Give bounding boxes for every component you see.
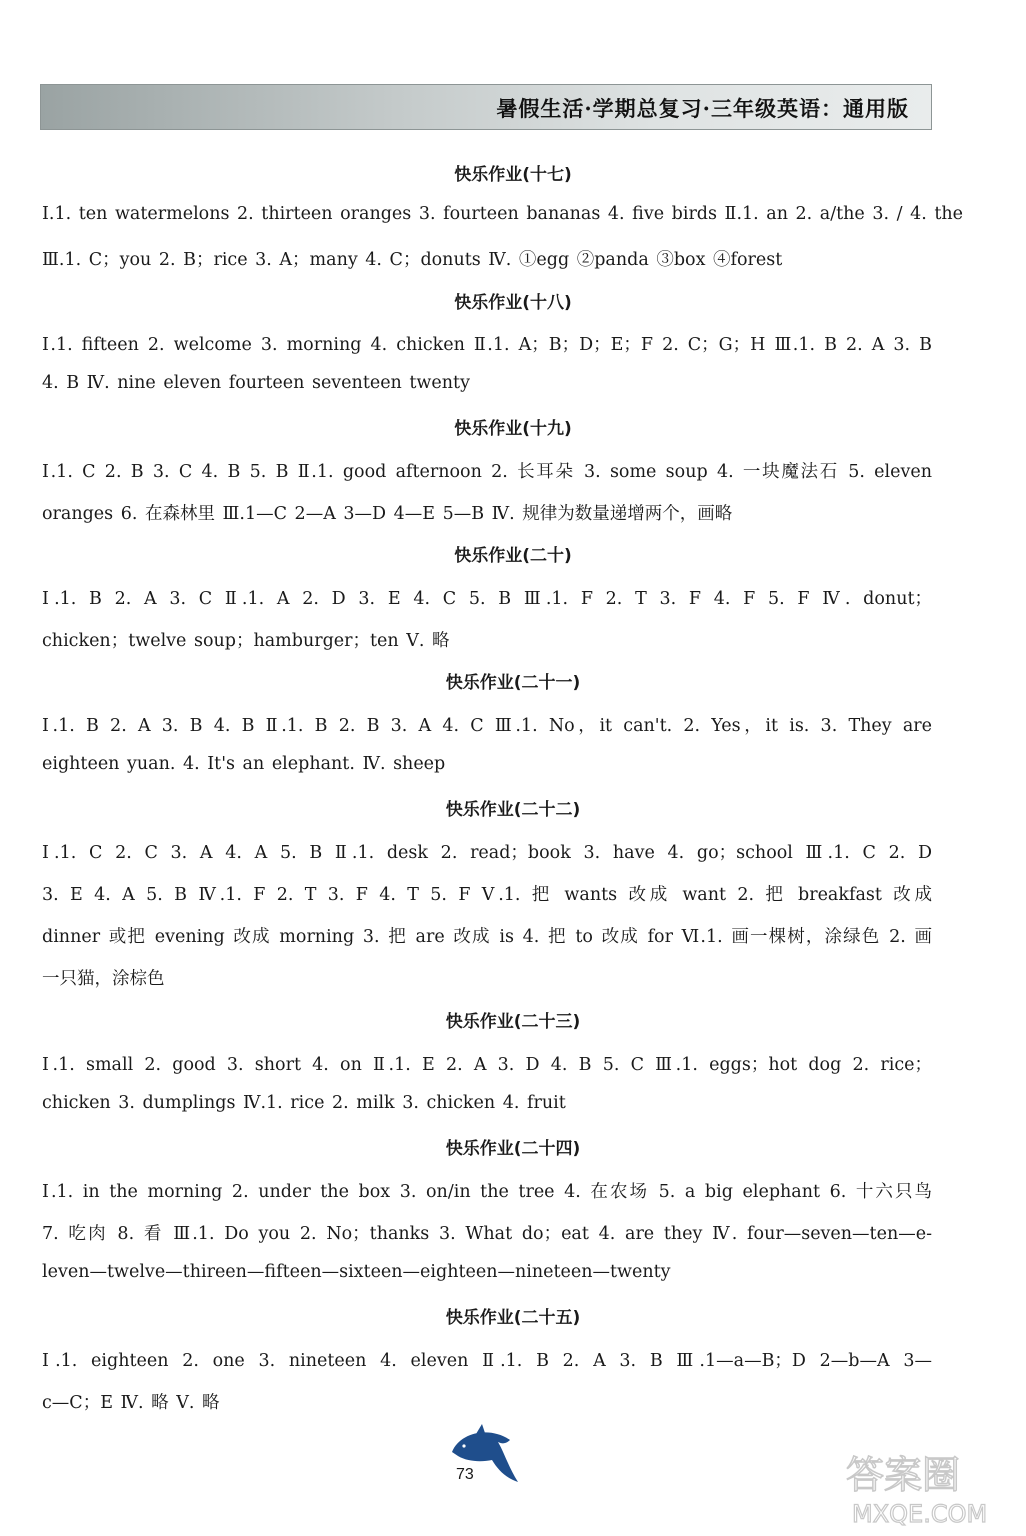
- answer-line: Ⅰ.1. C 2. B 3. C 4. B 5. B Ⅱ.1. good afternoon 2. 长耳朵 3. some soup 4. 一块魔法石 5. eleven: [42, 462, 932, 482]
- header-title: 暑假生活·学期总复习·三年级英语：通用版: [496, 96, 909, 121]
- answer-line: leven—twelve—thireen—fifteen—sixteen—eighteen—nineteen—twenty: [42, 1262, 671, 1282]
- answer-line: Ⅰ.1. fifteen 2. welcome 3. morning 4. chicken Ⅱ.1. A；B；D；E；F 2. C；G；H Ⅲ.1. B 2. A 3. B: [42, 335, 932, 355]
- answer-line: Ⅰ.1. in the morning 2. under the box 3. on/in the tree 4. 在农场 5. a big elephant 6. 十六只鸟: [42, 1182, 932, 1202]
- answer-line: Ⅰ.1. C 2. C 3. A 4. A 5. B Ⅱ.1. desk 2. read；book 3. have 4. go；school Ⅲ.1. C 2. D: [42, 843, 932, 863]
- header-bar: [40, 84, 932, 130]
- answer-line: Ⅰ.1. small 2. good 3. short 4. on Ⅱ.1. E 2. A 3. D 4. B 5. C Ⅲ.1. eggs；hot dog 2. rice；: [42, 1055, 932, 1075]
- answer-line: eighteen yuan. 4. It's an elephant. Ⅳ. sheep: [42, 754, 446, 774]
- section-title: 快乐作业(十七): [454, 165, 572, 185]
- svg-text:MXQE.COM: MXQE.COM: [852, 1500, 988, 1528]
- answer-line: Ⅰ.1. B 2. A 3. B 4. B Ⅱ.1. B 2. B 3. A 4. C Ⅲ.1. No，it can't. 2. Yes，it is. 3. They are: [42, 716, 932, 736]
- section-title: 快乐作业(二十一): [445, 673, 581, 693]
- section-title: 快乐作业(二十五): [445, 1308, 581, 1328]
- answer-line: Ⅰ.1. B 2. A 3. C Ⅱ.1. A 2. D 3. E 4. C 5. B Ⅲ.1. F 2. T 3. F 4. F 5. F Ⅳ. donut；: [42, 589, 932, 609]
- section-title: 快乐作业(十八): [454, 293, 572, 313]
- answer-line: Ⅰ.1. ten watermelons 2. thirteen oranges 3. fourteen bananas 4. five birds Ⅱ.1. an 2. a/the 3. / 4. the: [42, 204, 963, 224]
- section-title: 快乐作业(十九): [454, 419, 572, 439]
- answer-line: c—C；E Ⅳ. 略 Ⅴ. 略: [42, 1393, 220, 1413]
- section-title: 快乐作业(二十四): [445, 1139, 581, 1159]
- section-title: 快乐作业(二十三): [445, 1012, 581, 1032]
- answer-line: dinner 或把 evening 改成 morning 3. 把 are 改成 is 4. 把 to 改成 for Ⅵ.1. 画一棵树，涂绿色 2. 画: [42, 927, 932, 947]
- watermark-logo: [840, 1440, 1010, 1530]
- answer-line: Ⅲ.1. C；you 2. B；rice 3. A；many 4. C；donuts Ⅳ. ①egg ②panda ③box ④forest: [42, 250, 783, 270]
- answer-line: 3. E 4. A 5. B Ⅳ.1. F 2. T 3. F 4. T 5. F Ⅴ.1. 把 wants 改成 want 2. 把 breakfast 改成: [42, 885, 932, 905]
- answer-line: oranges 6. 在森林里 Ⅲ.1—C 2—A 3—D 4—E 5—B Ⅳ. 规律为数量递增两个，画略: [42, 504, 733, 524]
- answer-line: chicken；twelve soup；hamburger；ten Ⅴ. 略: [42, 631, 450, 651]
- section-title: 快乐作业(二十二): [445, 800, 581, 820]
- svg-text:答案圈: 答案圈: [846, 1453, 961, 1497]
- answer-line: Ⅰ.1. eighteen 2. one 3. nineteen 4. eleven Ⅱ.1. B 2. A 3. B Ⅲ.1—a—B；D 2—b—A 3—: [42, 1351, 932, 1371]
- answer-line: 4. B Ⅳ. nine eleven fourteen seventeen twenty: [42, 373, 470, 393]
- answer-line: 一只猫，涂棕色: [42, 969, 165, 989]
- answer-line: chicken 3. dumplings Ⅳ.1. rice 2. milk 3. chicken 4. fruit: [42, 1093, 566, 1113]
- answer-line: 7. 吃肉 8. 看 Ⅲ.1. Do you 2. No；thanks 3. What do；eat 4. are they Ⅳ. four—seven—ten—e-: [42, 1224, 932, 1244]
- section-title: 快乐作业(二十): [454, 546, 572, 566]
- page-number: 73: [456, 1466, 474, 1483]
